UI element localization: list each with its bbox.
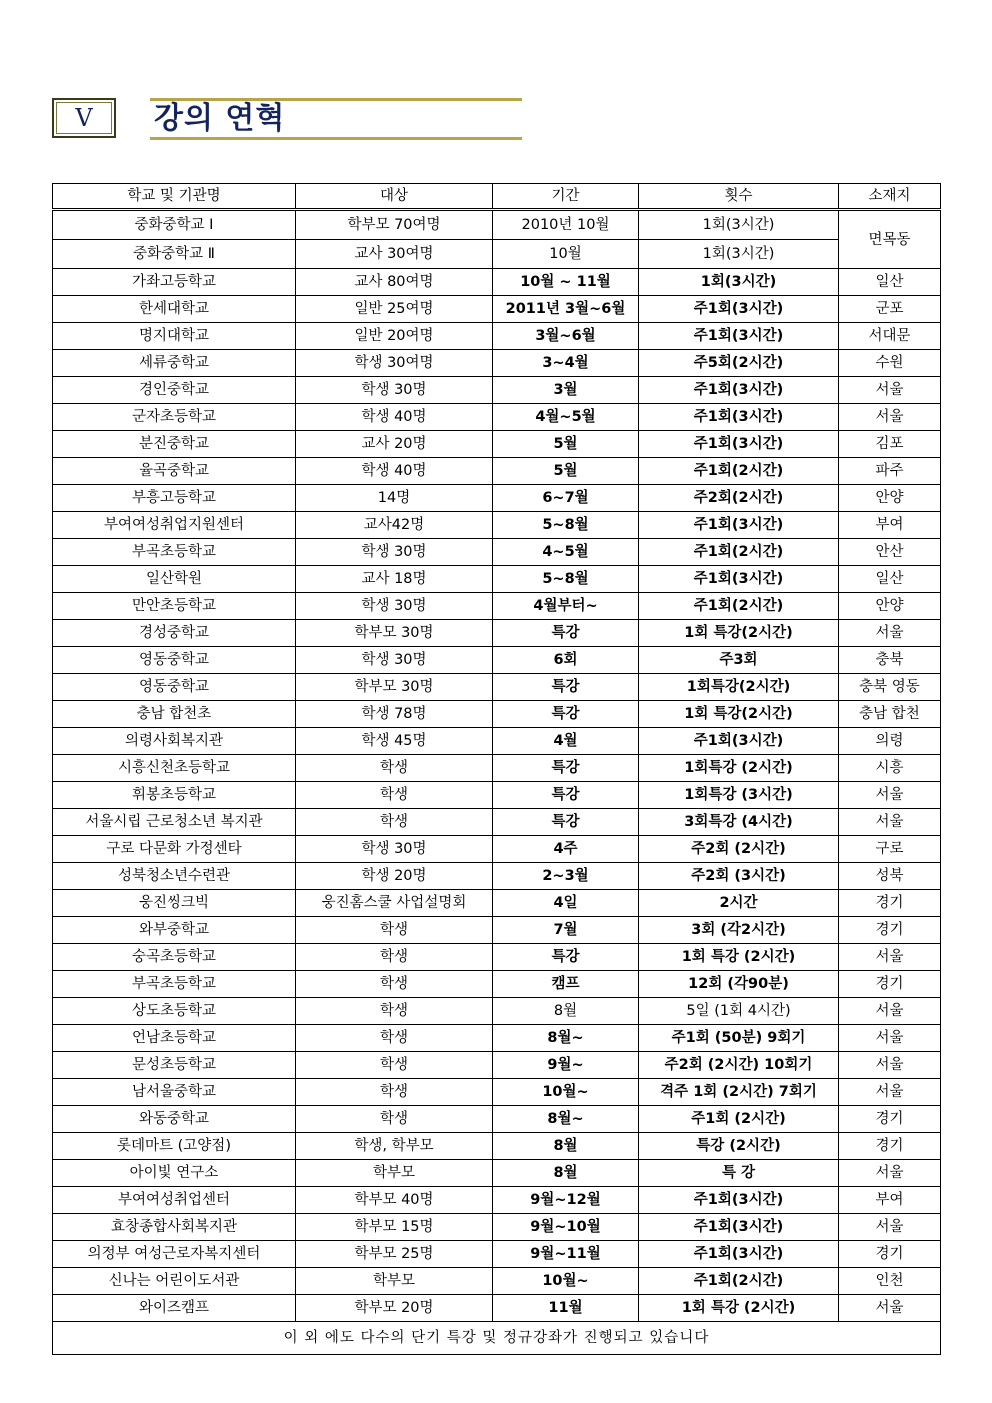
cell-location: 서울 <box>839 1025 941 1052</box>
cell-sessions: 1회 특강(2시간) <box>639 701 839 728</box>
table-row <box>53 593 941 620</box>
cell-period: 2~3월 <box>493 863 639 890</box>
cell-institution: 부흥고등학교 <box>53 485 296 512</box>
cell-sessions: 주1회(3시간) <box>639 566 839 593</box>
table-row <box>53 998 941 1025</box>
cell-location: 서울 <box>839 809 941 836</box>
cell-institution: 한세대학교 <box>53 296 296 323</box>
header-period: 기간 <box>493 184 639 210</box>
table-row <box>53 1106 941 1133</box>
cell-institution: 아이빛 연구소 <box>53 1160 296 1187</box>
cell-period: 6회 <box>493 647 639 674</box>
cell-location: 경기 <box>839 890 941 917</box>
table-row <box>53 377 941 404</box>
cell-sessions: 1회특강 (3시간) <box>639 782 839 809</box>
cell-period: 9월~11월 <box>493 1241 639 1268</box>
cell-period: 9월~10월 <box>493 1214 639 1241</box>
cell-period: 특강 <box>493 809 639 836</box>
cell-institution: 휘봉초등학교 <box>53 782 296 809</box>
cell-sessions: 1회 특강 (2시간) <box>639 944 839 971</box>
cell-sessions: 특 강 <box>639 1160 839 1187</box>
cell-institution: 롯데마트 (고양점) <box>53 1133 296 1160</box>
cell-sessions: 주1회(2시간) <box>639 593 839 620</box>
cell-location: 서대문 <box>839 323 941 350</box>
cell-institution: 웅진씽크빅 <box>53 890 296 917</box>
cell-location: 충북 <box>839 647 941 674</box>
cell-institution: 서울시립 근로청소년 복지관 <box>53 809 296 836</box>
cell-audience: 학생 <box>296 1106 493 1133</box>
cell-location: 인천 <box>839 1268 941 1295</box>
table-row <box>53 944 941 971</box>
cell-period: 특강 <box>493 674 639 701</box>
cell-location: 안산 <box>839 539 941 566</box>
cell-location: 시흥 <box>839 755 941 782</box>
cell-sessions: 주2회(2시간) <box>639 485 839 512</box>
cell-institution: 효창종합사회복지관 <box>53 1214 296 1241</box>
cell-sessions: 주5회(2시간) <box>639 350 839 377</box>
cell-audience: 일반 25여명 <box>296 296 493 323</box>
cell-period: 10월~ <box>493 1079 639 1106</box>
cell-location: 경기 <box>839 1106 941 1133</box>
cell-audience: 학부모 30명 <box>296 674 493 701</box>
cell-period: 3~4월 <box>493 350 639 377</box>
cell-location: 서울 <box>839 1214 941 1241</box>
table-row <box>53 1295 941 1322</box>
cell-institution: 충남 합천초 <box>53 701 296 728</box>
cell-audience: 학부모 <box>296 1160 493 1187</box>
lecture-history-table <box>52 183 941 1355</box>
cell-audience: 교사 20명 <box>296 431 493 458</box>
header-location: 소재지 <box>839 184 941 210</box>
cell-audience: 학생 <box>296 1052 493 1079</box>
cell-location: 성북 <box>839 863 941 890</box>
section-number: Ⅴ <box>75 104 93 132</box>
cell-audience: 학생 20명 <box>296 863 493 890</box>
cell-institution: 숭곡초등학교 <box>53 944 296 971</box>
table-row <box>53 971 941 998</box>
cell-period: 9월~ <box>493 1052 639 1079</box>
cell-audience: 학생 30명 <box>296 647 493 674</box>
table-row <box>53 674 941 701</box>
cell-location: 서울 <box>839 944 941 971</box>
cell-institution: 세류중학교 <box>53 350 296 377</box>
cell-sessions: 주1회(3시간) <box>639 377 839 404</box>
cell-location: 서울 <box>839 377 941 404</box>
section-number-box <box>52 98 116 138</box>
table-row <box>53 485 941 512</box>
cell-location: 서울 <box>839 1295 941 1322</box>
cell-period: 10월 ~ 11월 <box>493 269 639 296</box>
cell-audience: 학부모 25명 <box>296 1241 493 1268</box>
cell-period: 특강 <box>493 755 639 782</box>
section-title: 강의 연혁 <box>154 101 286 136</box>
cell-period: 8월 <box>493 998 639 1025</box>
table-row <box>53 890 941 917</box>
table-row <box>53 782 941 809</box>
cell-period: 특강 <box>493 782 639 809</box>
cell-institution: 의령사회복지관 <box>53 728 296 755</box>
cell-audience: 웅진홈스쿨 사업설명회 <box>296 890 493 917</box>
cell-institution: 일산학원 <box>53 566 296 593</box>
cell-location: 파주 <box>839 458 941 485</box>
cell-location: 부여 <box>839 1187 941 1214</box>
cell-location: 서울 <box>839 1160 941 1187</box>
table-row <box>53 1025 941 1052</box>
table-row <box>53 836 941 863</box>
table-row <box>53 210 941 240</box>
cell-sessions: 5일 (1회 4시간) <box>639 998 839 1025</box>
cell-period: 특강 <box>493 701 639 728</box>
table-row <box>53 1052 941 1079</box>
table-row <box>53 512 941 539</box>
cell-institution: 율곡중학교 <box>53 458 296 485</box>
cell-audience: 학부모 30명 <box>296 620 493 647</box>
cell-institution: 성북청소년수련관 <box>53 863 296 890</box>
cell-sessions: 주2회 (2시간) 10회기 <box>639 1052 839 1079</box>
cell-institution: 만안초등학교 <box>53 593 296 620</box>
cell-sessions: 주1회 (50분) 9회기 <box>639 1025 839 1052</box>
cell-location: 경기 <box>839 971 941 998</box>
table-row <box>53 431 941 458</box>
cell-sessions: 12회 (각90분) <box>639 971 839 998</box>
cell-institution: 명지대학교 <box>53 323 296 350</box>
table-header-row <box>53 184 941 210</box>
cell-period: 4일 <box>493 890 639 917</box>
cell-sessions: 1회 특강 (2시간) <box>639 1295 839 1322</box>
cell-period: 특강 <box>493 944 639 971</box>
cell-period: 캠프 <box>493 971 639 998</box>
cell-location: 부여 <box>839 512 941 539</box>
cell-location: 서울 <box>839 1079 941 1106</box>
cell-institution: 중화중학교 Ⅰ <box>53 210 296 240</box>
cell-audience: 학생 40명 <box>296 404 493 431</box>
cell-sessions: 2시간 <box>639 890 839 917</box>
cell-audience: 학생 <box>296 782 493 809</box>
cell-institution: 군자초등학교 <box>53 404 296 431</box>
cell-audience: 학생 30명 <box>296 377 493 404</box>
cell-sessions: 특강 (2시간) <box>639 1133 839 1160</box>
table-row <box>53 647 941 674</box>
cell-institution: 와동중학교 <box>53 1106 296 1133</box>
cell-sessions: 주1회(3시간) <box>639 728 839 755</box>
header-audience: 대상 <box>296 184 493 210</box>
cell-sessions: 주1회(2시간) <box>639 539 839 566</box>
cell-location: 서울 <box>839 1052 941 1079</box>
cell-audience: 학생 45명 <box>296 728 493 755</box>
cell-location: 경기 <box>839 1133 941 1160</box>
cell-location: 안양 <box>839 593 941 620</box>
cell-institution: 와부중학교 <box>53 917 296 944</box>
cell-period: 5월 <box>493 431 639 458</box>
cell-period: 8월 <box>493 1160 639 1187</box>
cell-sessions: 1회특강 (2시간) <box>639 755 839 782</box>
cell-institution: 상도초등학교 <box>53 998 296 1025</box>
cell-audience: 교사 18명 <box>296 566 493 593</box>
table-row <box>53 458 941 485</box>
cell-sessions: 주2회 (2시간) <box>639 836 839 863</box>
cell-period: 특강 <box>493 620 639 647</box>
cell-location: 안양 <box>839 485 941 512</box>
table-footer-row <box>53 1322 941 1355</box>
cell-location: 일산 <box>839 269 941 296</box>
cell-period: 3월~6월 <box>493 323 639 350</box>
cell-sessions: 주1회(3시간) <box>639 1241 839 1268</box>
cell-audience: 학생 40명 <box>296 458 493 485</box>
cell-location: 수원 <box>839 350 941 377</box>
table-row <box>53 404 941 431</box>
table-row <box>53 350 941 377</box>
cell-institution: 구로 다문화 가정센타 <box>53 836 296 863</box>
cell-institution: 의정부 여성근로자복지센터 <box>53 1241 296 1268</box>
cell-institution: 분진중학교 <box>53 431 296 458</box>
cell-location: 경기 <box>839 917 941 944</box>
cell-audience: 학생 <box>296 944 493 971</box>
cell-institution: 부여여성취업지원센터 <box>53 512 296 539</box>
cell-audience: 학부모 15명 <box>296 1214 493 1241</box>
cell-location: 서울 <box>839 782 941 809</box>
table-row <box>53 323 941 350</box>
cell-audience: 학부모 40명 <box>296 1187 493 1214</box>
cell-institution: 경인중학교 <box>53 377 296 404</box>
cell-institution: 문성초등학교 <box>53 1052 296 1079</box>
cell-audience: 학생 30명 <box>296 539 493 566</box>
cell-sessions: 주2회 (3시간) <box>639 863 839 890</box>
section-title-bar <box>150 98 522 140</box>
cell-period: 11월 <box>493 1295 639 1322</box>
cell-sessions: 주1회(2시간) <box>639 458 839 485</box>
cell-audience: 학생, 학부모 <box>296 1133 493 1160</box>
cell-audience: 14명 <box>296 485 493 512</box>
cell-institution: 시흥신천초등학교 <box>53 755 296 782</box>
cell-period: 2010년 10월 <box>493 210 639 240</box>
table-row <box>53 863 941 890</box>
cell-audience: 교사 80여명 <box>296 269 493 296</box>
cell-sessions: 주1회(3시간) <box>639 431 839 458</box>
cell-sessions: 1회(3시간) <box>639 240 839 269</box>
cell-audience: 교사 30여명 <box>296 240 493 269</box>
cell-institution: 와이즈캠프 <box>53 1295 296 1322</box>
cell-institution: 가좌고등학교 <box>53 269 296 296</box>
cell-institution: 남서울중학교 <box>53 1079 296 1106</box>
cell-location: 서울 <box>839 404 941 431</box>
table-row <box>53 566 941 593</box>
table-row <box>53 1187 941 1214</box>
cell-audience: 학생 <box>296 755 493 782</box>
cell-institution: 언남초등학교 <box>53 1025 296 1052</box>
cell-sessions: 주1회(3시간) <box>639 296 839 323</box>
cell-period: 8월~ <box>493 1025 639 1052</box>
cell-period: 8월 <box>493 1133 639 1160</box>
cell-period: 4~5월 <box>493 539 639 566</box>
cell-audience: 학생 <box>296 809 493 836</box>
cell-period: 5~8월 <box>493 566 639 593</box>
cell-sessions: 3회 (각2시간) <box>639 917 839 944</box>
cell-location: 충북 영동 <box>839 674 941 701</box>
cell-audience: 학생 30명 <box>296 593 493 620</box>
table-row <box>53 240 941 269</box>
cell-sessions: 1회 특강(2시간) <box>639 620 839 647</box>
table-row <box>53 539 941 566</box>
cell-sessions: 주1회(3시간) <box>639 1187 839 1214</box>
cell-institution: 경성중학교 <box>53 620 296 647</box>
table-row <box>53 269 941 296</box>
cell-period: 4월부터~ <box>493 593 639 620</box>
table-row <box>53 728 941 755</box>
table-row <box>53 755 941 782</box>
table-footer-note: 이 외 에도 다수의 단기 특강 및 정규강좌가 진행되고 있습니다 <box>53 1322 941 1355</box>
cell-sessions: 1회특강(2시간) <box>639 674 839 701</box>
cell-location: 구로 <box>839 836 941 863</box>
cell-location: 면목동 <box>839 210 941 269</box>
cell-period: 4주 <box>493 836 639 863</box>
cell-sessions: 격주 1회 (2시간) 7회기 <box>639 1079 839 1106</box>
cell-location: 경기 <box>839 1241 941 1268</box>
cell-audience: 학생 78명 <box>296 701 493 728</box>
cell-sessions: 주3회 <box>639 647 839 674</box>
table-row <box>53 1214 941 1241</box>
table-row <box>53 1160 941 1187</box>
cell-audience: 학생 30명 <box>296 836 493 863</box>
table-row <box>53 296 941 323</box>
cell-institution: 중화중학교 Ⅱ <box>53 240 296 269</box>
cell-audience: 교사42명 <box>296 512 493 539</box>
cell-institution: 영동중학교 <box>53 647 296 674</box>
cell-audience: 학부모 <box>296 1268 493 1295</box>
cell-period: 2011년 3월~6월 <box>493 296 639 323</box>
cell-period: 10월~ <box>493 1268 639 1295</box>
cell-audience: 학생 <box>296 971 493 998</box>
cell-location: 일산 <box>839 566 941 593</box>
table-row <box>53 1268 941 1295</box>
cell-period: 9월~12월 <box>493 1187 639 1214</box>
cell-audience: 일반 20여명 <box>296 323 493 350</box>
cell-institution: 부곡초등학교 <box>53 539 296 566</box>
header-sessions: 횟수 <box>639 184 839 210</box>
cell-location: 서울 <box>839 620 941 647</box>
cell-institution: 신나는 어린이도서관 <box>53 1268 296 1295</box>
cell-sessions: 주1회(3시간) <box>639 404 839 431</box>
cell-period: 6~7월 <box>493 485 639 512</box>
cell-audience: 학부모 20명 <box>296 1295 493 1322</box>
cell-audience: 학부모 70여명 <box>296 210 493 240</box>
cell-period: 5~8월 <box>493 512 639 539</box>
cell-period: 7월 <box>493 917 639 944</box>
cell-audience: 학생 <box>296 998 493 1025</box>
cell-period: 3월 <box>493 377 639 404</box>
cell-sessions: 3회특강 (4시간) <box>639 809 839 836</box>
cell-sessions: 주1회(3시간) <box>639 323 839 350</box>
cell-audience: 학생 <box>296 1025 493 1052</box>
cell-audience: 학생 <box>296 917 493 944</box>
cell-audience: 학생 <box>296 1079 493 1106</box>
cell-location: 군포 <box>839 296 941 323</box>
table-row <box>53 809 941 836</box>
cell-sessions: 주1회 (2시간) <box>639 1106 839 1133</box>
table-row <box>53 1133 941 1160</box>
cell-period: 8월~ <box>493 1106 639 1133</box>
header-institution: 학교 및 기관명 <box>53 184 296 210</box>
cell-period: 4월 <box>493 728 639 755</box>
cell-audience: 학생 30여명 <box>296 350 493 377</box>
table-row <box>53 1079 941 1106</box>
cell-period: 4월~5월 <box>493 404 639 431</box>
table-row <box>53 620 941 647</box>
table-body <box>53 210 941 1322</box>
cell-location: 서울 <box>839 998 941 1025</box>
cell-location: 의령 <box>839 728 941 755</box>
cell-sessions: 1회(3시간) <box>639 269 839 296</box>
cell-location: 충남 합천 <box>839 701 941 728</box>
cell-period: 5월 <box>493 458 639 485</box>
table-row <box>53 1241 941 1268</box>
cell-institution: 부곡초등학교 <box>53 971 296 998</box>
cell-sessions: 주1회(3시간) <box>639 1214 839 1241</box>
cell-period: 10월 <box>493 240 639 269</box>
cell-location: 김포 <box>839 431 941 458</box>
table-row <box>53 917 941 944</box>
cell-sessions: 주1회(2시간) <box>639 1268 839 1295</box>
cell-institution: 영동중학교 <box>53 674 296 701</box>
cell-sessions: 1회(3시간) <box>639 210 839 240</box>
cell-sessions: 주1회(3시간) <box>639 512 839 539</box>
cell-institution: 부여여성취업센터 <box>53 1187 296 1214</box>
table-row <box>53 701 941 728</box>
